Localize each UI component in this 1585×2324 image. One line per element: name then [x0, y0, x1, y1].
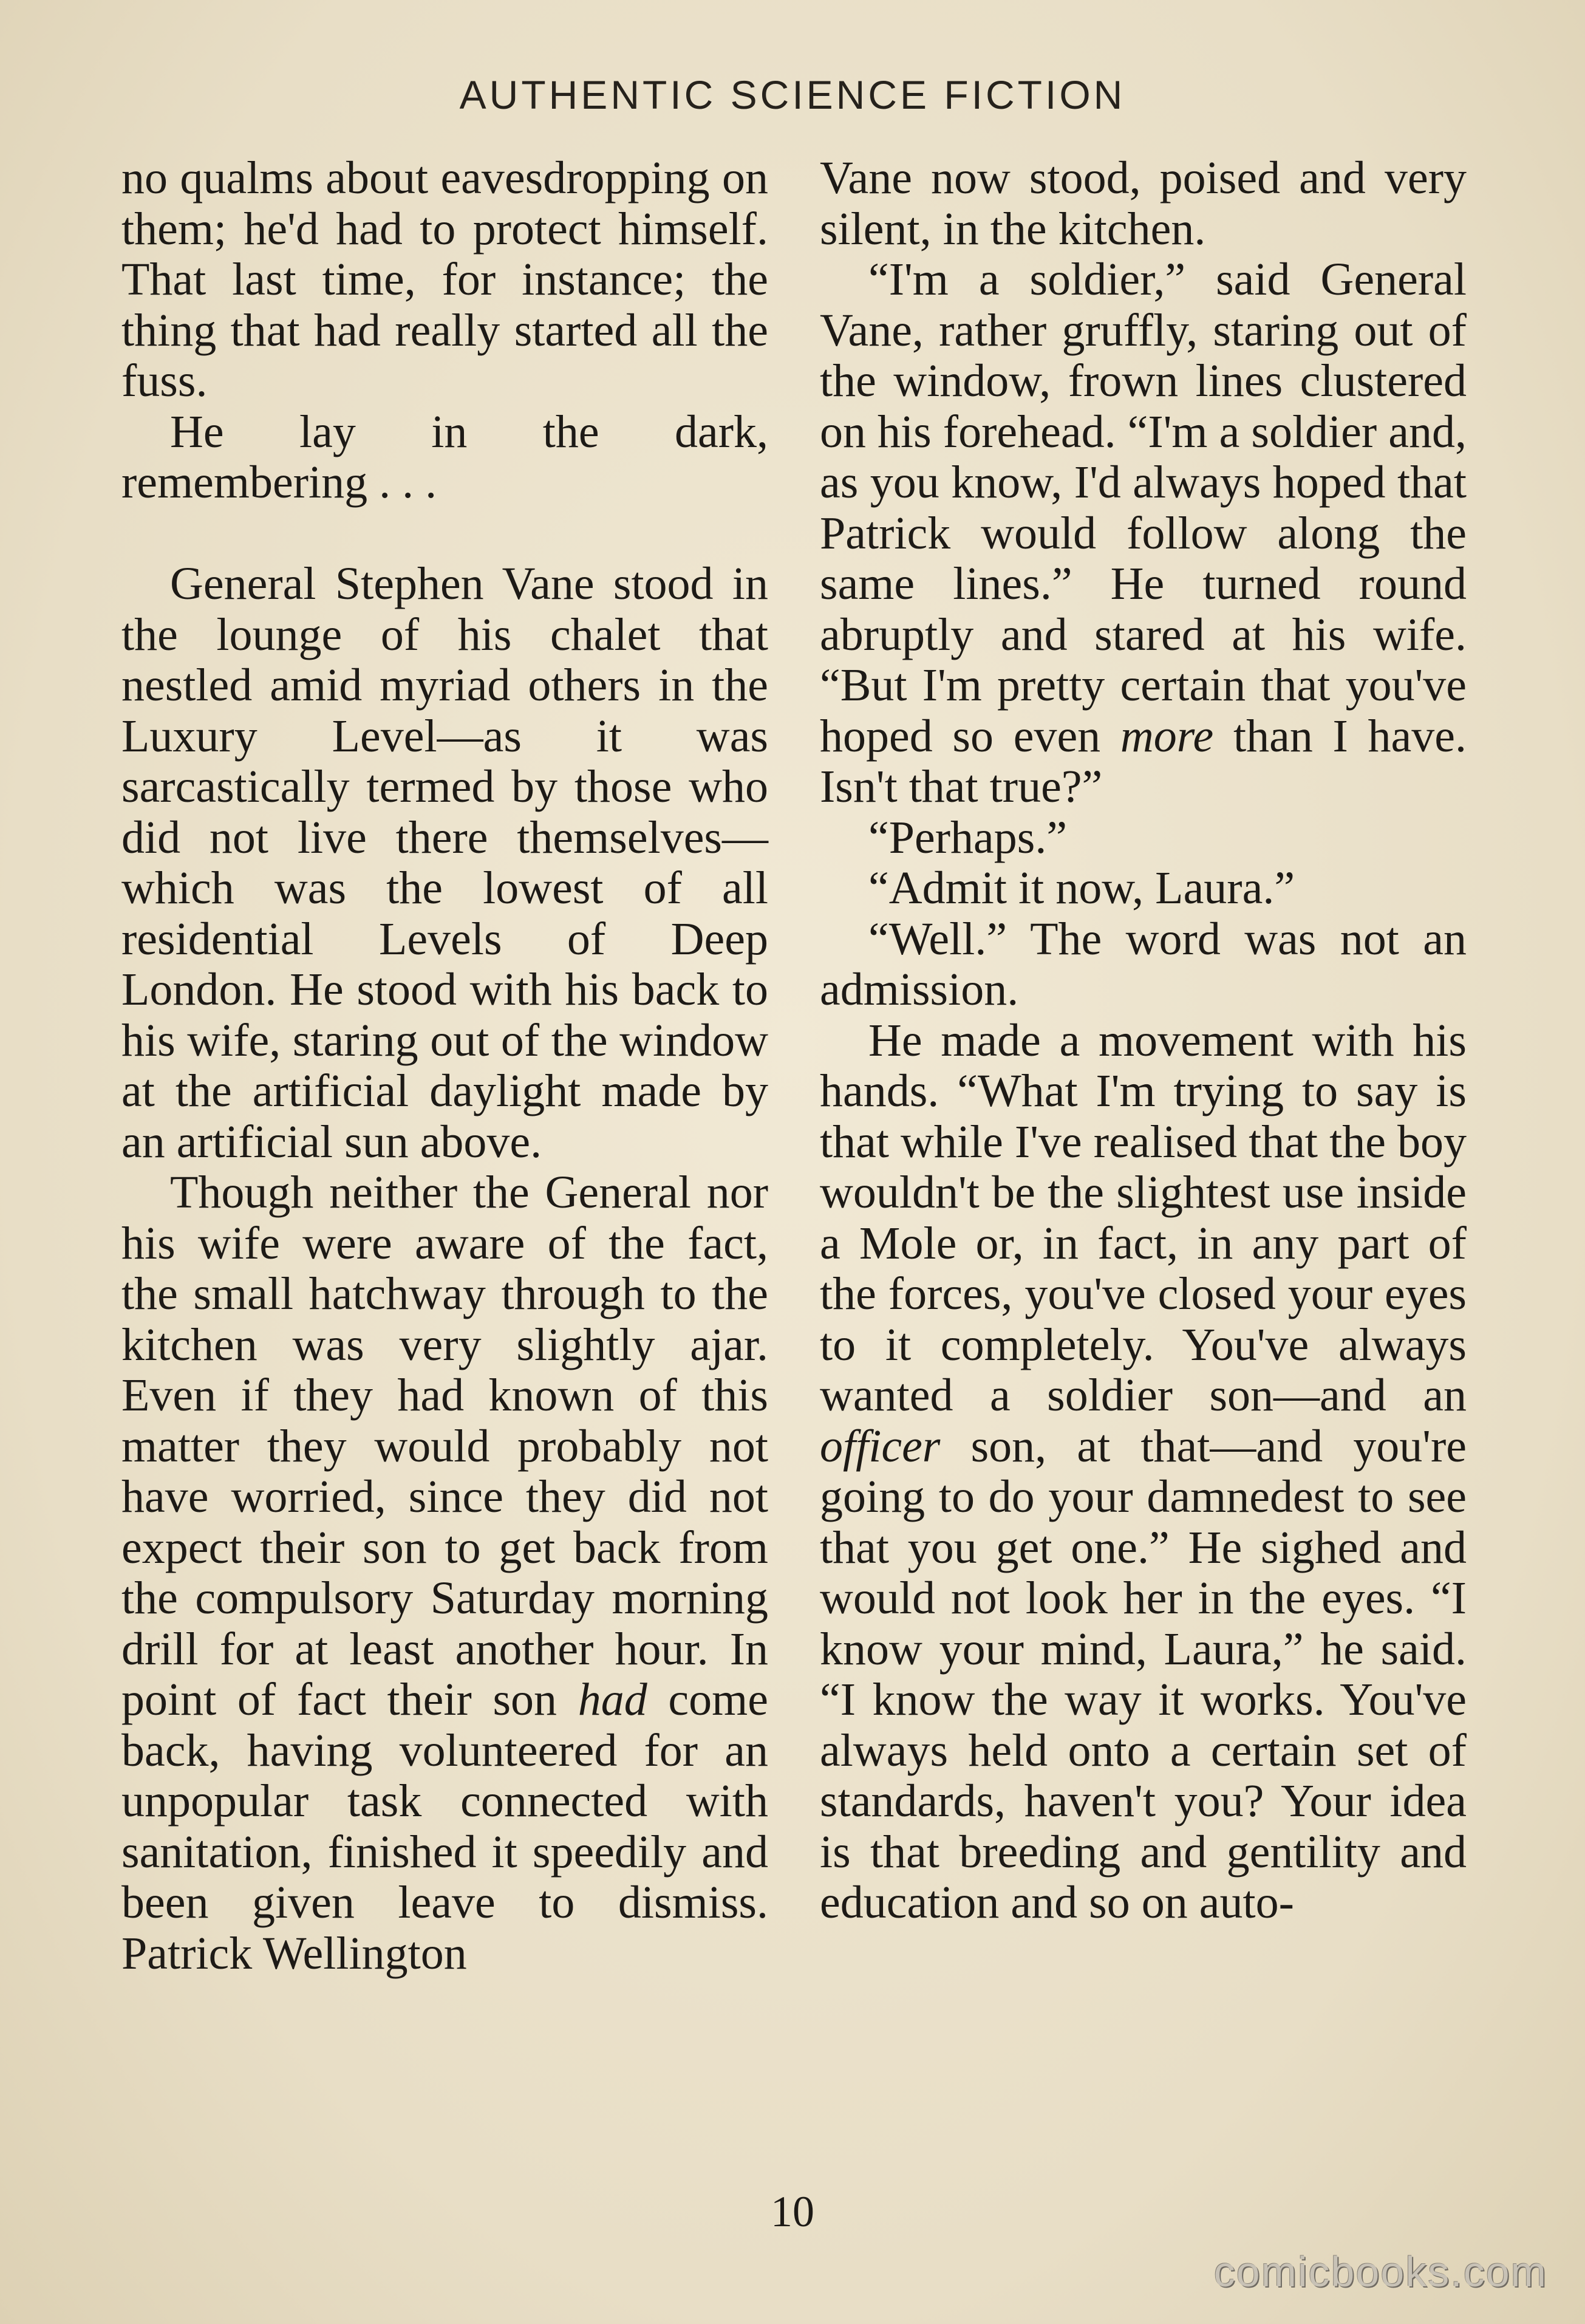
watermark: comicbooks.com	[1213, 2248, 1547, 2295]
paragraph: “Perhaps.”	[868, 812, 1068, 863]
text-run: than I have. Isn't that true?”	[820, 710, 1467, 812]
text-run: He made a movement with his hands. “What I'm trying to say is that while I've realised that the boy wouldn't be the slightest use inside a Mole or, in fact, in any part of the forces, you've closed your eyes to it completely. You've always wanted a soldier son—and an	[820, 1014, 1467, 1421]
emphasis-text: more	[1120, 710, 1214, 762]
running-header: AUTHENTIC SCIENCE FICTION	[459, 72, 1126, 117]
section-break	[121, 508, 768, 559]
text-run: “I'm a soldier,” said General Vane, rather gruffly, staring out of the window, frown lines clustered on his forehead. “I'm a soldier and, as you know, I'd always hoped that Patrick would follow along the same lines.” He turned round abruptly and stared at his wife. “But I'm pretty certain that you've hoped so even	[820, 254, 1467, 762]
paragraph: He lay in the dark, remembering . . .	[121, 406, 768, 508]
paragraph: Vane now stood, poised and very silent, in the kitchen.	[820, 152, 1467, 255]
text-run: come back, having volunteered for an unpopular task connected with sanitation, finished it speedily and been given leave to dismiss. Patrick Wellington	[121, 1674, 768, 1979]
left-column	[121, 153, 768, 1979]
right-column	[820, 153, 1467, 1929]
paragraph	[820, 255, 1467, 813]
paragraph: General Stephen Vane stood in the lounge of his chalet that nestled amid myriad others in the Luxury Level—as it was sarcastically termed by those who did not live there themselves—which was the lowest of all residential Levels of Deep London. He stood with his back to his wife, staring out of the window at the artificial daylight made by an artificial sun above.	[121, 558, 768, 1167]
emphasis-text: had	[578, 1674, 647, 1725]
paragraph: “Admit it now, Laura.”	[868, 863, 1295, 914]
paragraph	[121, 1167, 768, 1979]
paragraph	[820, 1016, 1467, 1929]
page-number: 10	[771, 2187, 814, 2236]
paragraph: no qualms about eavesdropping on them; he'd had to protect himself. That last time, for instance; the thing that had really started all the fuss.	[121, 152, 768, 406]
text-run: son, at that—and you're going to do your damnedest to see that you get one.” He sighed and would not look her in the eyes. “I know your mind, Laura,” he said. “I know the way it works. You've always held onto a certain set of standards, haven't you? Your idea is that breeding and gentility and education and so on auto-	[820, 1420, 1467, 1928]
paragraph: “Well.” The word was not an admission.	[820, 913, 1467, 1015]
emphasis-text: officer	[820, 1420, 941, 1472]
text-run: Though neither the General nor his wife were aware of the fact, the small hatchway through to the kitchen was very slightly ajar. Even if they had known of this matter they would probably not have worried, since they did not expect their son to get back from the compulsory Saturday morning drill for at least another hour. In point of fact their son	[121, 1167, 768, 1725]
